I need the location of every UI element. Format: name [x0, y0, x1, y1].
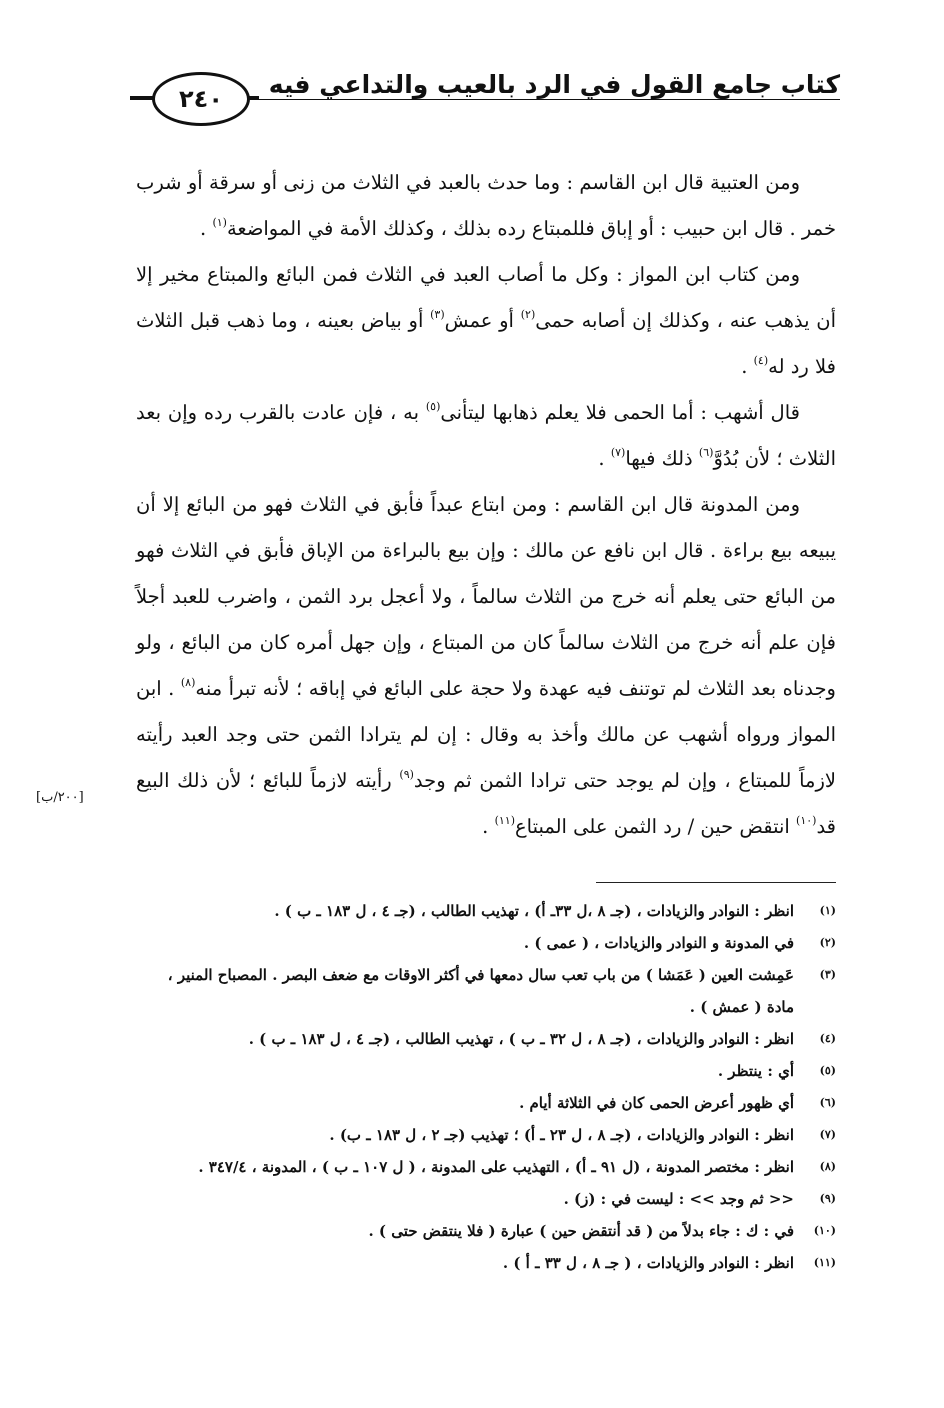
text-run: قال أشهب : أما الحمى فلا يعلم ذهابها ليتأنى [440, 401, 800, 424]
footnote-text: انظر : النوادر والزيادات ، (جـ ٨ ، ل ٣٢ ـ ب ) ، تهذيب الطالب ، (جـ ٤ ، ل ١٨٣ ـ ب ) . [248, 1030, 794, 1048]
footnote-number: (٩) [819, 1192, 836, 1205]
text-run: انتقض حين / رد الثمن على المبتاع [515, 815, 797, 838]
footnote-item [136, 1055, 836, 1087]
footnote-text: انظر : مختصر المدونة ، (ل ٩١ ـ أ) ، التهذيب على المدونة ، ( ل ١٠٧ ـ ب ) ، المدونة ، ٣٤٧/٤ . [198, 1158, 794, 1176]
footnote-number: (٦) [819, 1096, 836, 1109]
main-text [136, 160, 836, 850]
footnote-text: انظر : النوادر والزيادات ، (جـ ٨ ، ل ٢٣ ـ أ) ؛ تهذيب (جـ ٢ ، ل ١٨٣ ـ ب) . [329, 1126, 794, 1144]
footnote-item [136, 895, 836, 927]
footnote-reference: (٥) [425, 400, 441, 413]
footnote-reference: (٣) [430, 308, 445, 321]
footnote-number: (٨) [819, 1160, 836, 1173]
text-run: . [482, 815, 495, 838]
text-run: به ، فإن عادت بالقرب رده وإن بعد الثلاث ؛ لأن بُدُوَّ [136, 401, 836, 470]
text-run: أو عمش [444, 309, 521, 332]
footnote-text: << ثم وجد >> : ليست في : (ز) . [563, 1190, 794, 1208]
footnote-reference: (٧) [610, 446, 626, 459]
footnote-reference: (٩) [399, 768, 414, 781]
text-run: ومن المدونة قال ابن القاسم : ومن ابتاع عبداً فأبق في الثلاث فهو من البائع إلا أن يبيعه بيع براءة . قال ابن نافع عن مالك : وإن بيع بالبراءة من الإباق فأبق في الثلاث فهو من البائع حتى يعلم أنه خرج من الثلاث سالماً ، ولا أعجل برد الثمن ، واضرب للعبد أجلاً فإن علم أنه خرج من الثلاث سالماً كان من المبتاع ، وإن جهل أمره كان من البائع ، ولو وجدناه بعد الثلاث لم توتنف فيه عهدة ولا حجة على البائع في إباقه ؛ لأنه تبرأ منه [136, 493, 836, 700]
footnote-number: (٥) [819, 1064, 836, 1077]
footnote-item [136, 1183, 836, 1215]
text-run: أو بياض بعينه ، وما ذهب قبل الثلاث فلا رد له [136, 309, 836, 378]
manuscript-folio-note: [٢٠٠/ب] [36, 790, 84, 805]
text-run: . [741, 355, 754, 378]
text-run: رأيته لازماً للبائع ؛ لأن ذلك البيع قد [136, 769, 836, 838]
text-run: . [598, 447, 611, 470]
footnote-reference: (١) [212, 216, 227, 229]
footnote-text: انظر : النوادر والزيادات ، ( جـ ٨ ، ل ٣٣ ـ أ ) . [502, 1254, 794, 1272]
footnote-reference: (١١) [494, 814, 515, 827]
running-header [130, 62, 840, 126]
footnote-item [136, 1151, 836, 1183]
footnote-number: (٧) [819, 1128, 836, 1141]
footnote-reference: (٤) [753, 354, 769, 367]
footnote-item [136, 1087, 836, 1119]
page-number: ٢٤٠ [179, 85, 223, 113]
text-run: ذلك فيها [625, 447, 699, 470]
footnote-reference: (٢) [520, 308, 536, 321]
footnote-item [136, 1023, 836, 1055]
footnote-separator [596, 882, 836, 883]
page-number-badge [152, 72, 250, 126]
footnote-item [136, 927, 836, 959]
footnote-reference: (٦) [698, 446, 714, 459]
footnote-number: (١٠) [813, 1224, 836, 1237]
footnote-item [136, 1119, 836, 1151]
footnote-number: (٣) [819, 968, 836, 981]
text-run: . [200, 217, 213, 240]
body-paragraph [136, 252, 836, 390]
footnote-text: أي : ينتظر . [717, 1062, 794, 1080]
footnote-reference: (٨) [180, 676, 196, 689]
body-paragraph [136, 390, 836, 482]
footnote-number: (٢) [819, 936, 836, 949]
footnote-text: أي ظهور أعرض الحمى كان في الثلاثة أيام . [519, 1094, 794, 1112]
footnote-number: (٤) [819, 1032, 836, 1045]
text-run: ومن كتاب ابن المواز : وكل ما أصاب العبد في الثلاث فمن البائع والمبتاع مخير إلا أن يذهب عنه ، وكذلك إن أصابه حمى [136, 263, 836, 332]
footnote-item [136, 1247, 836, 1279]
footnote-text: عَمِشت العين ( عَمَشا ) من باب تعب سال دمعها في أكثر الاوقات مع ضعف البصر . المصباح المنير ، مادة ( عمش ) . [167, 966, 794, 1016]
footnotes-list [136, 895, 836, 1279]
footnote-text: انظر : النوادر والزيادات ، (جـ ٨ ،ل ٣٣ـ أ) ، تهذيب الطالب ، (جـ ٤ ، ل ١٨٣ ـ ب ) . [274, 902, 794, 920]
footnote-number: (١) [819, 904, 836, 917]
footnote-item [136, 959, 836, 1023]
text-run: ومن العتبية قال ابن القاسم : وما حدث بالعبد في الثلاث من زنى أو سرقة أو شرب خمر . قال ابن حبيب : أو إباق فللمبتاع رده بذلك ، وكذلك الأمة في المواضعة [136, 171, 836, 240]
text-run: . ابن المواز ورواه أشهب عن مالك وأخذ به وقال : إن لم يترادا الثمن حتى وجد العبد رأيته لازماً للمبتاع ، وإن لم يوجد حتى ترادا الثمن ثم وجد [136, 677, 836, 792]
body-paragraph [136, 160, 836, 252]
footnote-text: في : ك : جاء بدلاً من ( قد أنتقض حين ) عبارة ( فلا ينتقض حتى ) . [368, 1222, 794, 1240]
footnote-number: (١١) [813, 1256, 836, 1269]
footnote-item [136, 1215, 836, 1247]
body-paragraph [136, 482, 836, 850]
book-title: كتاب جامع القول في الرد بالعيب والتداعي فيه [259, 70, 840, 99]
footnote-reference: (١٠) [796, 814, 817, 827]
footnote-text: في المدونة و النوادر والزيادات ، ( عمى ) . [523, 934, 794, 952]
